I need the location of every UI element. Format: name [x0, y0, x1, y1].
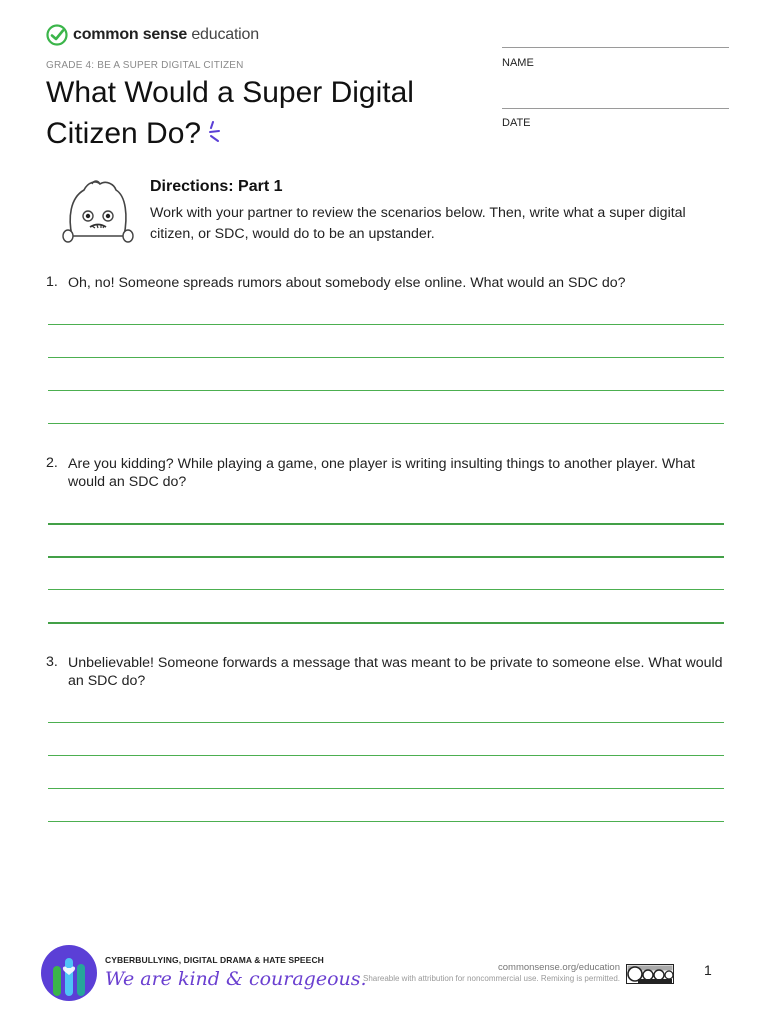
page-title: [46, 72, 466, 156]
directions-text: Work with your partner to review the scenarios below. Then, write what a super digital citizen, or SDC, would do to be an upstander.: [150, 205, 686, 242]
grade-label: GRADE 4: BE A SUPER DIGITAL CITIZEN: [46, 60, 244, 71]
answer-line-3-1[interactable]: [48, 722, 724, 723]
footer-license-text: Shareable with attribution for noncommercial use. Remixing is permitted.: [362, 974, 620, 983]
cc-license-icon[interactable]: [626, 964, 674, 989]
page-title-text: What Would a Super Digital Citizen Do?: [46, 76, 414, 150]
answer-line-1-1[interactable]: [48, 324, 724, 325]
brand-common-sense: common sense: [73, 26, 188, 43]
mascot-icon: [62, 178, 136, 251]
directions-title: Directions: Part 1: [150, 178, 283, 195]
brand-logo: [46, 24, 259, 46]
footer-url-link[interactable]: commonsense.org/education: [498, 962, 620, 973]
answer-line-2-1[interactable]: [48, 523, 724, 525]
hands-badge-icon: [40, 944, 98, 1007]
question-2-number: 2.: [46, 455, 58, 471]
answer-line-2-3[interactable]: [48, 589, 724, 590]
answer-line-3-4[interactable]: [48, 821, 724, 822]
answer-line-1-3[interactable]: [48, 390, 724, 391]
sparkle-icon: [207, 115, 223, 156]
question-1-text: Oh, no! Someone spreads rumors about somebody else online. What would an SDC do?: [68, 275, 626, 291]
name-line[interactable]: [502, 47, 729, 48]
footer-topic: CYBERBULLYING, DIGITAL DRAMA & HATE SPEECH: [105, 955, 324, 965]
footer-slogan: We are kind & courageous.: [105, 968, 367, 990]
answer-line-3-2[interactable]: [48, 755, 724, 756]
name-label: NAME: [502, 57, 534, 69]
answer-line-1-4[interactable]: [48, 423, 724, 424]
checkmark-logo-icon: [46, 24, 68, 46]
brand-education: education: [191, 26, 259, 43]
question-1-number: 1.: [46, 274, 58, 290]
date-line[interactable]: [502, 108, 729, 109]
date-label: DATE: [502, 117, 531, 129]
page-number: 1: [704, 962, 712, 978]
question-2-text: Are you kidding? While playing a game, one player is writing insulting things to another player. What would an SDC do?: [68, 456, 695, 490]
answer-line-1-2[interactable]: [48, 357, 724, 358]
brand-wordmark: [73, 26, 259, 44]
answer-line-2-4[interactable]: [48, 622, 724, 624]
question-3-number: 3.: [46, 654, 58, 670]
answer-line-3-3[interactable]: [48, 788, 724, 789]
answer-line-2-2[interactable]: [48, 556, 724, 558]
question-3-text: Unbelievable! Someone forwards a message that was meant to be private to someone else. What would an SDC do?: [68, 655, 723, 689]
